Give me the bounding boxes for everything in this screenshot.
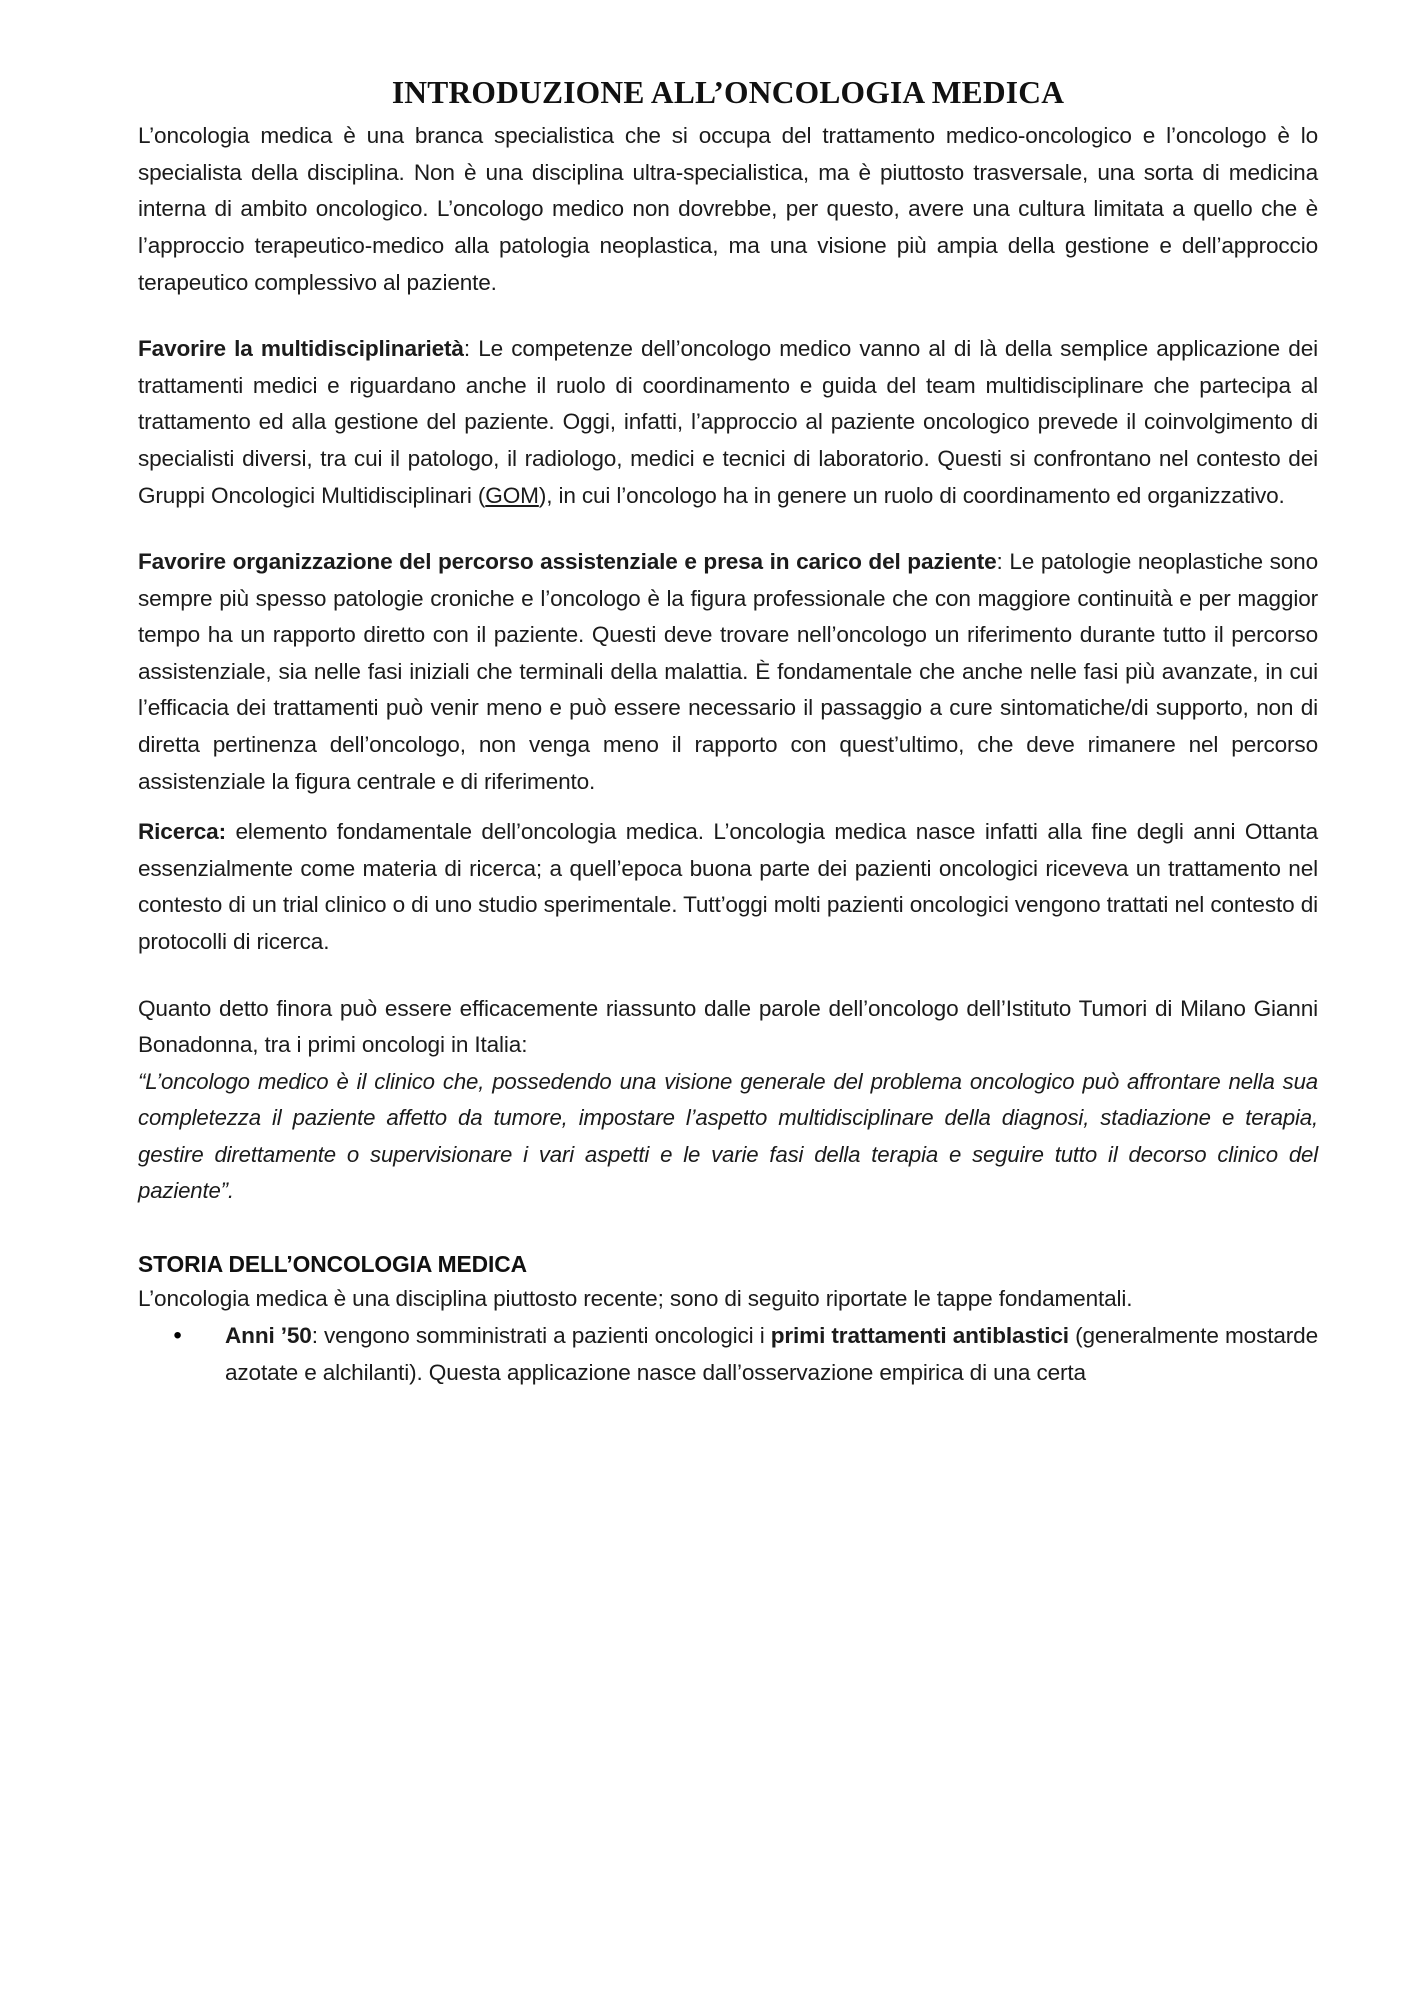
lead-ricerca: Ricerca: [138,819,226,845]
bullet-text-part1: : vengono somministrati a pazienti oncologici i [311,1323,771,1349]
bullet-emphasis-trattamenti-antiblastici: primi trattamenti antiblastici [770,1323,1069,1349]
section-heading-storia: STORIA DELL’ONCOLOGIA MEDICA [138,1251,527,1278]
document-content [138,74,1318,1391]
paragraph-percorso-assistenziale [138,544,1318,800]
lead-percorso-assistenziale: Favorire organizzazione del percorso assistenziale e presa in carico del paziente [138,549,997,575]
blockquote-bonadonna: “L’oncologo medico è il clinico che, possedendo una visione generale del problema oncologico può affrontare nella sua completezza il paziente affetto da tumore, impostare l’aspetto multidisciplinare della diagnosi, stadiazione e terapia, gestire direttamente o supervisionare i vari aspetti e le varie fasi della terapia e seguire tutto il decorso clinico del paziente”. [138,1068,1318,1204]
bullet-lead-anni-50: Anni ’50 [225,1323,312,1349]
paragraph-spacer [138,301,1318,331]
paragraph-storia-intro: L’oncologia medica è una disciplina piuttosto recente; sono di seguito riportate le tappe fondamentali. [138,1286,1133,1312]
bullet-list-storia [138,1318,1318,1391]
paragraph-spacer [138,800,1318,814]
body-percorso-assistenziale: : Le patologie neoplastiche sono sempre più spesso patologie croniche e l’oncologo è la figura professionale che con maggiore continuità e per maggior tempo ha un rapporto diretto con il paziente. Questi deve trovare nell’oncologo un riferimento durante tutto il percorso assistenziale, sia nelle fasi iniziali che terminali della malattia. È fondamentale che anche nelle fasi più avanzate, in cui l’efficacia dei trattamenti può venir meno e può essere necessario il passaggio a cure sintomatiche/di supporto, non di diretta pertinenza dell’oncologo, non venga meno il rapporto con quest’ultimo, che deve rimanere nel percorso assistenziale la figura centrale e di riferimento. [138,549,1319,794]
section-spacer [138,1209,1318,1247]
list-item [138,1318,1318,1391]
bullet-text-part2: (generalmente mostarde azotate e alchilanti). Questa applicazione nasce dall’osservazione empirica di una certa [225,1323,1318,1385]
bullet-point-icon: • [173,1322,182,1350]
body-multidisciplinarieta-part1: : Le competenze dell’oncologo medico vanno al di là della semplice applicazione dei trattamenti medici e riguardano anche il ruolo di coordinamento e guida del team multidisciplinare che partecipa al trattamento ed alla gestione del paziente. Oggi, infatti, l’approccio al paziente oncologico prevede il coinvolgimento di specialisti diversi, tra cui il patologo, il radiologo, medici e tecnici di laboratorio. Questi si confrontano nel contesto dei Gruppi Oncologici Multidisciplinari ( [138,336,1318,508]
lead-multidisciplinarieta: Favorire la multidisciplinarietà [138,336,464,362]
body-multidisciplinarieta-part2: ), in cui l’oncologo ha in genere un ruolo di coordinamento ed organizzativo. [538,482,1285,508]
paragraph-ricerca [138,814,1318,960]
paragraph-spacer [138,961,1318,991]
paragraph-intro: L’oncologia medica è una branca specialistica che si occupa del trattamento medico-oncologico e l’oncologo è lo specialista della disciplina. Non è una disciplina ultra-specialistica, ma è piuttosto trasversale, una sorta di medicina interna di ambito oncologico. L’oncologo medico non dovrebbe, per questo, avere una cultura limitata a quello che è l’approccio terapeutico-medico alla patologia neoplastica, ma una visione più ampia della gestione e dell’approccio terapeutico complessivo al paziente. [138,123,1318,295]
paragraph-multidisciplinarieta [138,331,1318,514]
paragraph-bonadonna-intro: Quanto detto finora può essere efficacemente riassunto dalle parole dell’oncologo dell’Istituto Tumori di Milano Gianni Bonadonna, tra i primi oncologi in Italia: [138,995,1318,1058]
page-title: INTRODUZIONE ALL’ONCOLOGIA MEDICA [391,75,1065,110]
acronym-gom: GOM [485,482,539,508]
paragraph-spacer [138,514,1318,544]
body-ricerca: elemento fondamentale dell’oncologia medica. L’oncologia medica nasce infatti alla fine degli anni Ottanta essenzialmente come materia di ricerca; a quell’epoca buona parte dei pazienti oncologici riceveva un trattamento nel contesto di un trial clinico o di uno studio sperimentale. Tutt’oggi molti pazienti oncologici vengono trattati nel contesto di protocolli di ricerca. [138,819,1318,955]
